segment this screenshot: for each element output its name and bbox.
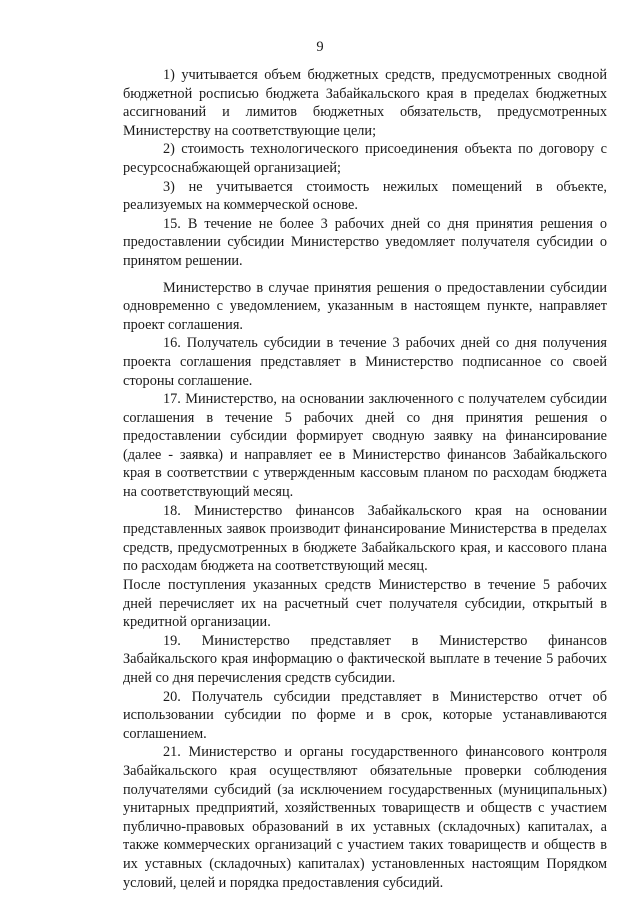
paragraph-item-1: 1) учитывается объем бюджетных средств, предусмотренных сводной бюджетной росписью бюджета Забайкальского края в пределах бюджетных ассигнований и лимитов бюджетных обязательств, предусмотренных Министерству на соответствующие цели; [123, 67, 607, 139]
paragraph-16: 16. Получатель субсидии в течение 3 рабочих дней со дня получения проекта соглашения представляет в Министерство подписанное со своей стороны соглашение. [123, 335, 607, 389]
document-body [123, 66, 607, 892]
paragraph-item-3: 3) не учитывается стоимость нежилых помещений в объекте, реализуемых на коммерческой основе. [123, 178, 607, 214]
page-number: 9 [316, 39, 324, 55]
paragraph-17: 17. Министерство, на основании заключенного с получателем субсидии соглашения в течение 5 рабочих дней со дня принятия решения о предоставлении субсидии формирует сводную заявку на финансирование (далее - заявка) и направляет ее в Министерство финансов Забайкальского края в соответствии с утвержденным кассовым планом по расходам бюджета на соответствующий месяц. [123, 391, 607, 501]
paragraph-19: 19. Министерство представляет в Министерство финансов Забайкальского края информацию о фактической выплате в течение 5 рабочих дней со дня перечисления средств субсидии. [123, 632, 607, 686]
paragraph-item-2: 2) стоимость технологического присоединения объекта по договору с ресурсоснабжающей организацией; [123, 141, 607, 176]
paragraph-21: 21. Министерство и органы государственного финансового контроля Забайкальского края осуществляют обязательные проверки соблюдения получателями субсидий (за исключением государственных (муниципальных) унитарных предприятий, хозяйственных товариществ и обществ с участием публично-правовых образований в их уставных (складочных) капиталах, а также коммерческих организаций с участием таких товариществ и обществ в их уставных (складочных) капиталах) установленных настоящим Порядком условий, целей и порядка предоставления субсидий. [123, 744, 607, 891]
paragraph-15-continued: Министерство в случае принятия решения о предоставлении субсидии одновременно с уведомлением, указанным в настоящем пункте, направляет проект соглашения. [123, 279, 607, 333]
paragraph-18-continued: После поступления указанных средств Министерство в течение 5 рабочих дней перечисляет их на расчетный счет получателя субсидии, открытый в кредитной организации. [123, 577, 607, 631]
paragraph-18: 18. Министерство финансов Забайкальского края на основании представленных заявок производит финансирование Министерства в пределах средств, предусмотренных в бюджете Забайкальского края, и кассового плана по расходам бюджета на соответствующий месяц. [123, 502, 607, 575]
paragraph-15: 15. В течение не более 3 рабочих дней со дня принятия решения о предоставлении субсидии Министерство уведомляет получателя субсидии о принятом решении. [123, 215, 607, 269]
paragraph-20: 20. Получатель субсидии представляет в Министерство отчет об использовании субсидии по форме и в срок, которые устанавливаются соглашением. [123, 688, 607, 742]
